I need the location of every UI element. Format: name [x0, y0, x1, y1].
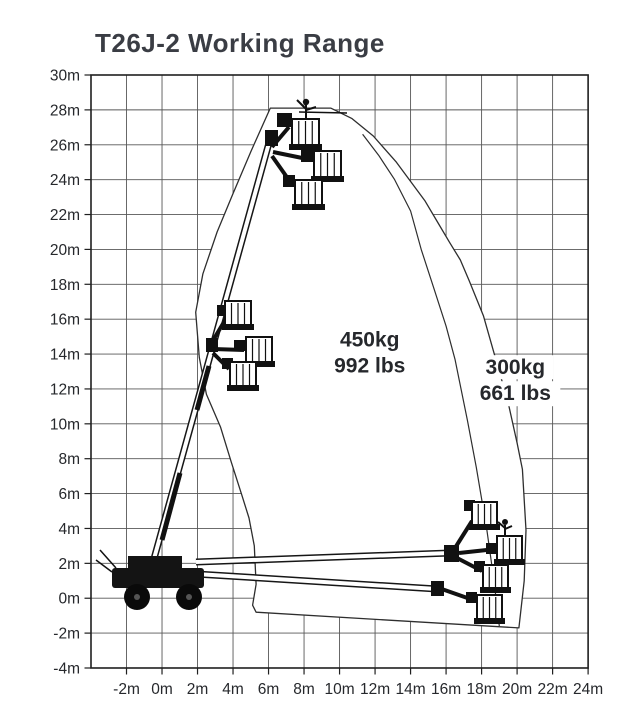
basket-floor [474, 618, 505, 624]
x-axis-label: 14m [395, 680, 426, 698]
x-axis-label: 12m [359, 680, 391, 698]
y-axis-label: 22m [49, 207, 80, 225]
boom-rest [96, 550, 116, 572]
y-axis-label: 8m [58, 451, 80, 469]
x-axis-label: 18m [466, 680, 497, 698]
y-axis-label: 6m [58, 486, 80, 504]
x-axis-labels [113, 681, 603, 698]
x-axis-label: 24m [573, 680, 604, 698]
jib-head [486, 543, 497, 554]
zone-capacity-lbs: 661 lbs [479, 382, 551, 406]
basket-floor [469, 524, 500, 530]
x-axis-label: 0m [151, 680, 173, 698]
basket-floor [227, 385, 259, 391]
y-axis-label: 18m [49, 276, 80, 294]
y-axis-label: 4m [58, 520, 80, 538]
y-axis-labels [50, 68, 80, 678]
y-axis-label: -2m [53, 625, 80, 643]
wheel-hub [186, 594, 192, 600]
y-axis-label: -4m [53, 660, 80, 678]
basket-floor [222, 324, 254, 330]
x-axis-label: 22m [537, 680, 568, 698]
x-axis-label: 6m [257, 680, 280, 698]
jib-head [466, 592, 477, 603]
x-axis-label: 10m [324, 680, 355, 698]
y-axis-label: 12m [49, 381, 80, 399]
y-axis-label: 0m [58, 590, 80, 608]
y-axis-label: 26m [49, 137, 80, 155]
machine-base [96, 550, 204, 610]
jib-head [283, 175, 295, 187]
basket-floor [480, 587, 511, 593]
turret [128, 556, 182, 570]
y-axis-label: 16m [49, 311, 80, 329]
y-axis-label: 30m [49, 67, 80, 85]
lift-cylinder [162, 473, 180, 540]
y-axis-label: 20m [49, 241, 80, 259]
x-axis-label: 20m [502, 680, 533, 698]
zone-capacity-kg: 300kg [485, 356, 546, 380]
chart-title: T26J-2 Working Range [95, 28, 385, 58]
x-axis-label: 2m [186, 680, 209, 698]
y-axis-label: 14m [49, 346, 80, 364]
y-axis-label: 24m [49, 172, 80, 190]
zone-capacity-kg: 450kg [339, 328, 400, 352]
wheel-hub [134, 594, 140, 600]
y-axis-label: 2m [58, 555, 80, 573]
jib-head [234, 340, 245, 351]
x-axis-label: 16m [431, 680, 462, 698]
basket-floor [289, 144, 322, 150]
basket-floor [292, 204, 325, 210]
jib-head [301, 150, 313, 162]
y-axis-label: 28m [49, 102, 80, 120]
x-axis-label: 4m [222, 680, 244, 698]
x-axis-label: -2m [113, 680, 140, 698]
jib-head [277, 113, 292, 127]
x-axis-label: 8m [293, 680, 315, 698]
y-axis-label: 10m [49, 416, 80, 434]
zone-capacity-lbs: 992 lbs [334, 354, 406, 378]
